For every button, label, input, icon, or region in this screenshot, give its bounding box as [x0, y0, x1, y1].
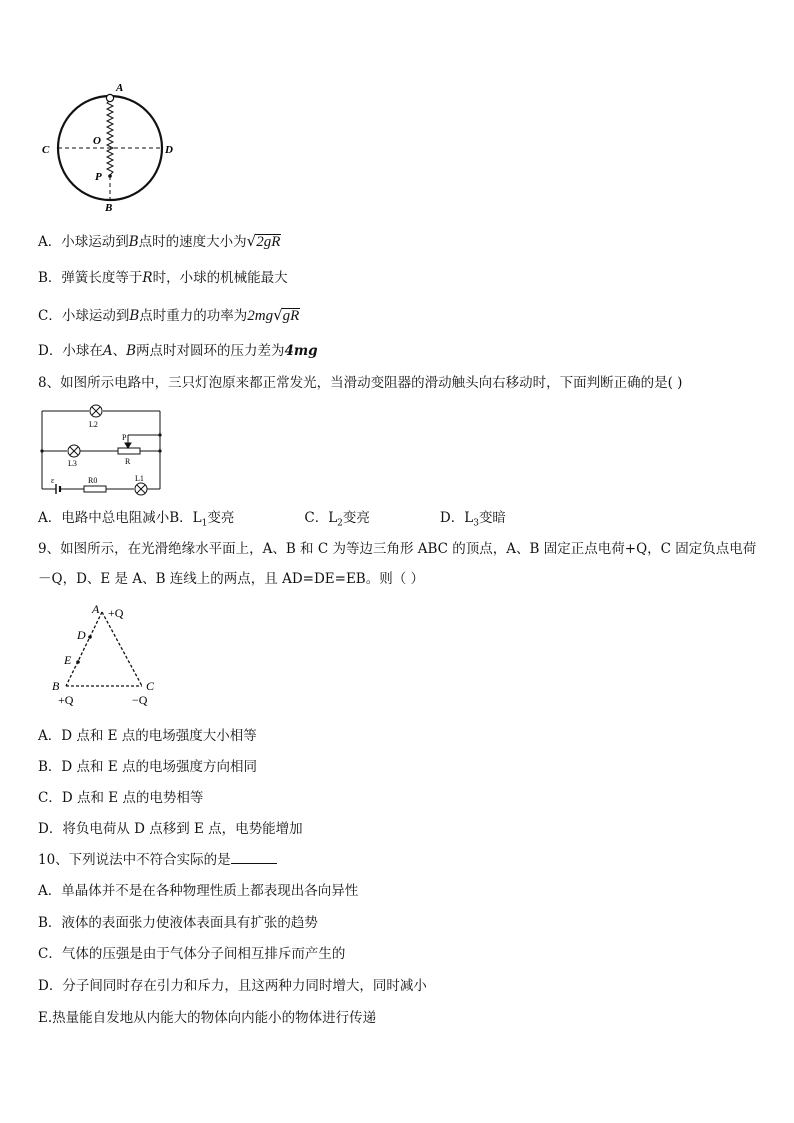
label-plusq-b: +Q: [58, 693, 74, 707]
label-l2: L2: [89, 420, 98, 429]
label-r0: R0: [88, 476, 98, 485]
label-c: C: [146, 679, 155, 693]
q9-option-b: B．D 点和 E 点的电场强度方向相同: [38, 759, 257, 775]
label-r: R: [125, 457, 131, 466]
q10-option-c: C．气体的压强是由于气体分子间相互排斥而产生的: [38, 946, 346, 962]
point-d: [88, 635, 92, 639]
label-p: P: [95, 171, 102, 183]
q7-option-a: A．小球运动到B点时的速度大小为√2gR: [38, 232, 281, 250]
label-d: D: [165, 144, 173, 156]
q8-options: A．电路中总电阻减小B．$L_1$变亮 C．$L_2$变亮 D．$L_3$变暗: [38, 510, 506, 529]
q7-option-d: D．小球在A、B两点时对圆环的压力差为4mg: [38, 343, 318, 359]
label-emf: ε: [51, 476, 55, 485]
point-e: [76, 660, 80, 664]
ball-at-a: [106, 94, 113, 101]
label-b: B: [52, 679, 60, 693]
q10-option-a: A．单晶体并不是在各种物理性质上都表现出各向异性: [38, 883, 359, 899]
q8-circuit-figure: [36, 403, 166, 499]
label-d: D: [77, 628, 86, 642]
q10-option-d: D．分子间同时存在引力和斥力，且这两种力同时增大，同时减小: [38, 978, 427, 994]
q10-stem: 10、下列说法中不符合实际的是: [38, 851, 277, 869]
q8-stem: 8、如图所示电路中，三只灯泡原来都正常发光，当滑动变阻器的滑动触头向右移动时，下面判断正确的是( ): [38, 375, 683, 391]
q10-option-b: B．液体的表面张力使液体表面具有扩张的趋势: [38, 915, 318, 931]
label-a: A: [116, 82, 124, 94]
q7-circle-figure: [36, 80, 186, 216]
resistor-r0: [84, 486, 106, 492]
label-e: E: [64, 653, 72, 667]
q7-option-c: C．小球运动到B点时重力的功率为2mg√gR: [38, 306, 300, 324]
q9-stem-line1: 9、如图所示，在光滑绝缘水平面上，A、B 和 C 为等边三角形 ABC 的顶点，A、B 固定正点电荷+Q，C 固定负点电荷: [38, 541, 757, 557]
q9-option-a: A．D 点和 E 点的电场强度大小相等: [38, 728, 257, 744]
q7-option-b: B．弹簧长度等于R时，小球的机械能最大: [38, 270, 288, 286]
label-c: C: [42, 144, 50, 156]
answer-blank: [231, 851, 277, 864]
spring: [107, 100, 113, 175]
label-minusq-c: −Q: [132, 693, 148, 707]
rheostat-r: [118, 448, 140, 454]
label-l3: L3: [68, 459, 77, 468]
q9-option-c: C．D 点和 E 点的电势相等: [38, 790, 204, 806]
label-l1: L1: [135, 474, 144, 483]
label-plusq-a: +Q: [108, 606, 124, 620]
q9-option-d: D．将负电荷从 D 点移到 E 点，电势能增加: [38, 821, 303, 837]
label-o: O: [93, 135, 101, 147]
q10-option-e: E.热量能自发地从内能大的物体向内能小的物体进行传递: [38, 1010, 377, 1026]
label-a: A: [92, 602, 100, 616]
point-p: [108, 174, 112, 178]
q9-triangle-figure: [50, 602, 170, 710]
q9-stem-line2: －Q，D、E 是 A、B 连线上的两点，且 AD=DE=EB。则（ ）: [38, 571, 425, 587]
label-p: P: [122, 433, 127, 442]
label-b: B: [105, 202, 113, 214]
